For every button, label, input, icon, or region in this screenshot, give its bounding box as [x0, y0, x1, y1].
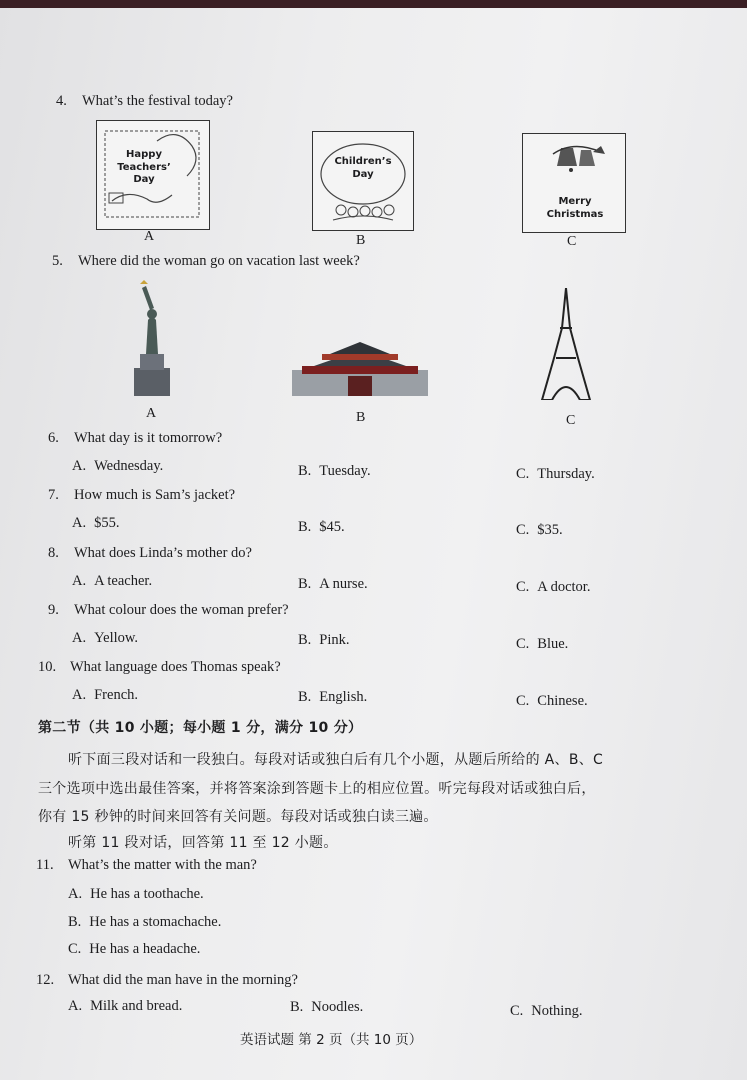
christmas-card — [522, 133, 626, 233]
option-letter: A. — [72, 515, 87, 531]
option-a — [72, 630, 138, 647]
option-letter: B. — [290, 999, 304, 1015]
page-footer: 英语试题 第 2 页（共 10 页） — [240, 1032, 423, 1048]
question-text: What does Linda’s mother do? — [74, 545, 252, 561]
option-c — [516, 693, 588, 710]
option-b — [298, 689, 367, 706]
instruction-line: 三个选项中选出最佳答案，并将答案涂到答题卡上的相应位置。听完每段对话或独白后， — [38, 781, 596, 797]
option-text: A teacher. — [94, 573, 153, 589]
option-text: Thursday. — [537, 466, 595, 482]
option-text: Wednesday. — [94, 458, 164, 474]
question-9 — [48, 602, 289, 619]
section-heading: 第二节（共 10 小题；每小题 1 分，满分 10 分） — [38, 720, 363, 736]
option-text: He has a toothache. — [90, 886, 204, 902]
question-11 — [36, 857, 257, 874]
eiffel-tower-icon — [540, 288, 592, 400]
option-text: Yellow. — [94, 630, 139, 646]
option-a — [68, 886, 204, 903]
instruction-line: 听下面三段对话和一段独白。每段对话或独白后有几个小题，从题后所给的 A、B、C — [68, 752, 604, 768]
childrens-day-card — [312, 131, 414, 231]
question-text: What language does Thomas speak? — [70, 659, 281, 675]
tiananmen-icon — [292, 340, 428, 396]
question-12 — [36, 972, 298, 989]
question-number: 6. — [48, 430, 59, 446]
option-b — [298, 519, 345, 536]
option-text: He has a headache. — [89, 941, 201, 957]
question-number: 12. — [36, 972, 55, 988]
option-letter: B. — [68, 914, 82, 930]
option-letter: B. — [298, 576, 312, 592]
option-a — [72, 687, 138, 704]
question-number: 4. — [56, 93, 67, 109]
option-label-c: C — [567, 234, 577, 249]
question-text: What did the man have in the morning? — [68, 972, 298, 988]
option-letter: C. — [516, 636, 530, 652]
option-c — [516, 466, 595, 483]
option-letter: C. — [516, 579, 530, 595]
option-a — [72, 458, 163, 475]
option-text: $55. — [94, 515, 120, 531]
question-text: What colour does the woman prefer? — [74, 602, 289, 618]
question-text: What’s the festival today? — [82, 93, 233, 109]
card-text: Merry Christmas — [546, 196, 604, 220]
option-label-a: A — [144, 229, 155, 244]
question-7 — [48, 487, 235, 504]
question-number: 10. — [38, 659, 57, 675]
option-text: $35. — [537, 522, 563, 538]
option-letter: A. — [72, 630, 87, 646]
option-a — [72, 515, 119, 532]
card-text: Children’s Day — [334, 156, 392, 180]
option-text: Noodles. — [311, 999, 364, 1015]
question-number: 11. — [36, 857, 54, 873]
question-number: 7. — [48, 487, 59, 503]
option-letter: A. — [72, 687, 87, 703]
option-letter: B. — [298, 689, 312, 705]
question-5 — [52, 253, 360, 270]
option-b — [298, 576, 368, 593]
question-8 — [48, 545, 252, 562]
option-b — [68, 914, 221, 931]
question-text: What’s the matter with the man? — [68, 857, 257, 873]
option-text: A nurse. — [319, 576, 368, 592]
option-text: Blue. — [537, 636, 569, 652]
option-label-a: A — [146, 406, 157, 421]
option-b — [298, 632, 350, 649]
option-letter: C. — [510, 1003, 524, 1019]
question-text: Where did the woman go on vacation last week? — [78, 253, 360, 269]
option-text: English. — [319, 689, 368, 705]
question-10 — [38, 659, 281, 676]
teachers-day-card — [96, 120, 210, 230]
option-text: He has a stomachache. — [89, 914, 222, 930]
option-text: A doctor. — [537, 579, 591, 595]
option-letter: C. — [516, 466, 530, 482]
option-c — [68, 941, 200, 958]
option-text: Milk and bread. — [90, 998, 183, 1014]
option-letter: A. — [72, 573, 87, 589]
listening-instruction: 听第 11 段对话，回答第 11 至 12 小题。 — [68, 835, 338, 851]
option-c — [516, 579, 590, 596]
option-b — [290, 999, 363, 1016]
option-text: Pink. — [319, 632, 350, 648]
children-icon — [313, 132, 413, 230]
option-text: Tuesday. — [319, 463, 371, 479]
option-label-b: B — [356, 233, 366, 248]
option-letter: C. — [68, 941, 82, 957]
option-letter: C. — [516, 522, 530, 538]
option-c — [516, 636, 568, 653]
option-text: $45. — [319, 519, 345, 535]
option-c — [510, 1003, 582, 1020]
question-4 — [56, 93, 233, 110]
option-letter: A. — [68, 886, 83, 902]
option-b — [298, 463, 371, 480]
card-text: Happy Teachers’ Day — [117, 149, 171, 185]
instruction-line: 你有 15 秒钟的时间来回答有关问题。每段对话或独白读三遍。 — [38, 809, 438, 825]
option-label-c: C — [566, 413, 576, 428]
option-letter: C. — [516, 693, 530, 709]
option-a — [68, 998, 182, 1015]
option-label-b: B — [356, 410, 366, 425]
option-a — [72, 573, 152, 590]
option-text: Nothing. — [531, 1003, 583, 1019]
page-top-edge — [0, 0, 747, 8]
option-letter: A. — [72, 458, 87, 474]
option-letter: A. — [68, 998, 83, 1014]
question-text: What day is it tomorrow? — [74, 430, 223, 446]
option-text: Chinese. — [537, 693, 588, 709]
question-number: 9. — [48, 602, 59, 618]
question-text: How much is Sam’s jacket? — [74, 487, 236, 503]
question-number: 5. — [52, 253, 63, 269]
question-number: 8. — [48, 545, 59, 561]
question-6 — [48, 430, 222, 447]
option-letter: B. — [298, 632, 312, 648]
statue-of-liberty-icon — [128, 280, 176, 396]
option-text: French. — [94, 687, 138, 703]
option-letter: B. — [298, 519, 312, 535]
option-c — [516, 522, 563, 539]
option-letter: B. — [298, 463, 312, 479]
